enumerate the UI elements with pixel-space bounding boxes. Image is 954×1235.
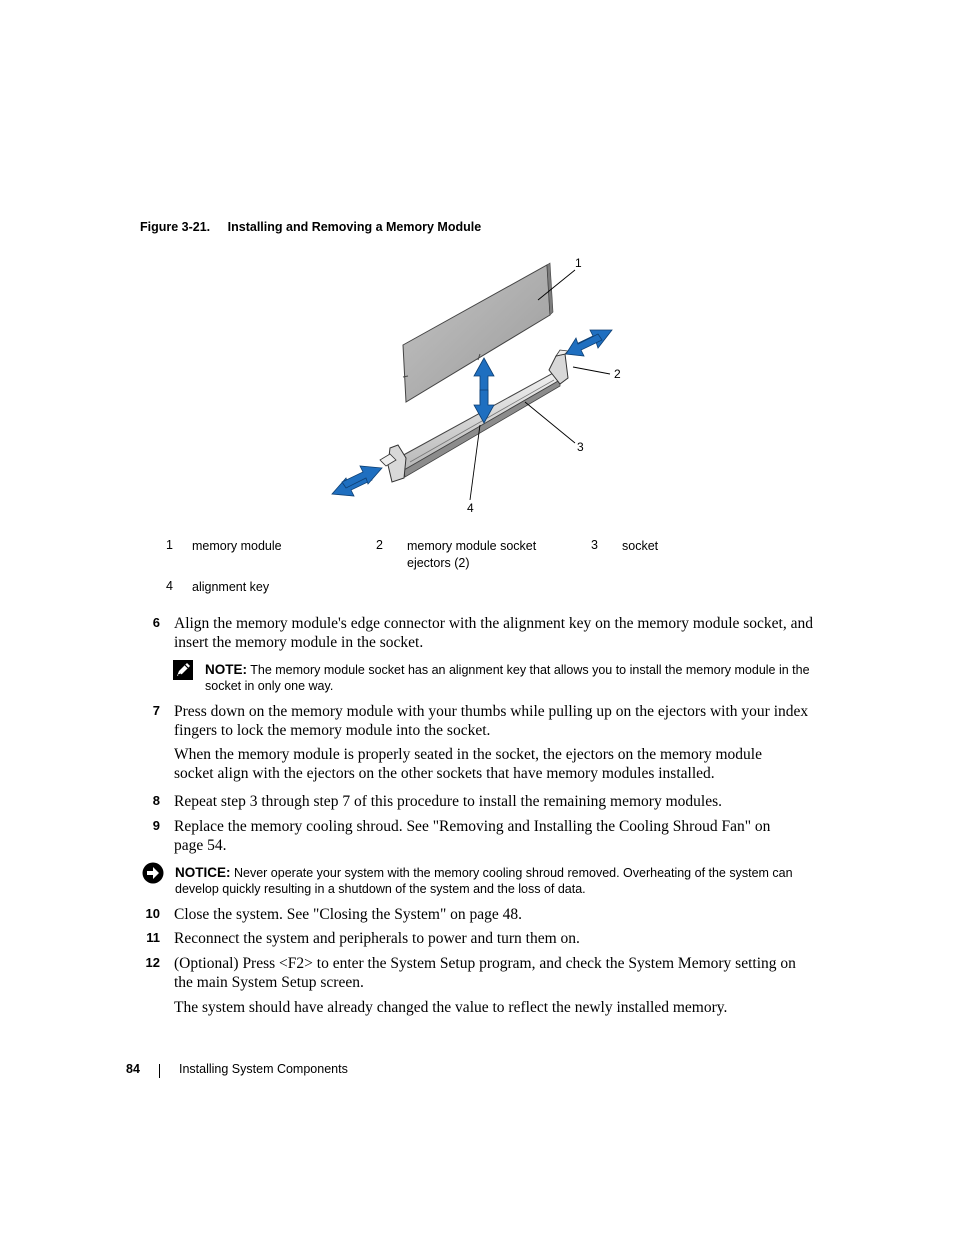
- figure-caption: [140, 220, 481, 234]
- step-9-line2: page 54.: [174, 837, 227, 854]
- legend-label-1: memory module: [192, 539, 282, 553]
- step-8-number: 8: [152, 793, 160, 808]
- legend-label-4: alignment key: [192, 580, 270, 594]
- step-9-line1: Replace the memory cooling shroud. See "Removing and Installing the Cooling Shroud Fan" on: [174, 818, 771, 835]
- step-7-para2-line1: When the memory module is properly seated in the socket, the ejectors on the memory module: [174, 746, 762, 763]
- legend-label-3: socket: [622, 539, 659, 553]
- step-12-para2: The system should have already changed the value to reflect the newly installed memory.: [174, 999, 728, 1016]
- step-7-line2: fingers to lock the memory module into the socket.: [174, 722, 491, 739]
- pencil-note-icon: [172, 659, 194, 681]
- memory-module-shape: [403, 263, 553, 402]
- step-7-line1: Press down on the memory module with your thumbs while pulling up on the ejectors with your index: [174, 703, 809, 720]
- step-7-number: 7: [152, 703, 160, 718]
- footer-separator: [159, 1064, 160, 1078]
- legend-num-2: 2: [376, 538, 383, 552]
- callout-1: 1: [575, 256, 582, 270]
- notice-block: [175, 864, 825, 882]
- legend-num-3: 3: [591, 538, 598, 552]
- callout-3: 3: [577, 440, 584, 454]
- note-line1: The memory module socket has an alignment key that allows you to install the memory module in the: [250, 663, 810, 677]
- legend-label-2a: memory module socket: [407, 539, 537, 553]
- step-9-number: 9: [152, 818, 160, 833]
- step-6-line2: insert the memory module in the socket.: [174, 634, 424, 651]
- legend-num-4: 4: [166, 579, 173, 593]
- step-8-line1: Repeat step 3 through step 7 of this procedure to install the remaining memory modules.: [174, 793, 722, 810]
- note-line2: socket in only one way.: [205, 679, 334, 693]
- callout-4: 4: [467, 501, 474, 515]
- step-6-line1: Align the memory module's edge connector with the alignment key on the memory module socket, and: [174, 615, 813, 632]
- step-10-line1: Close the system. See "Closing the System" on page 48.: [174, 906, 523, 923]
- figure-number: Figure 3-21.: [140, 220, 211, 234]
- legend-num-1: 1: [166, 538, 173, 552]
- notice-line2: develop quickly resulting in a shutdown of the system and the loss of data.: [175, 882, 586, 896]
- notice-arrow-icon: [142, 862, 164, 884]
- right-ejector-arrow: [566, 330, 612, 356]
- notice-line1: Never operate your system with the memory cooling shroud removed. Overheating of the system can: [233, 866, 793, 880]
- step-12-number: 12: [145, 955, 160, 970]
- step-6-number: 6: [152, 615, 160, 630]
- footer-section-title: Installing System Components: [179, 1062, 348, 1076]
- note-block: [205, 661, 825, 679]
- step-12-line1: (Optional) Press <F2> to enter the System Setup program, and check the System Memory setting on: [174, 955, 796, 972]
- callout-2: 2: [614, 367, 621, 381]
- step-11-number: 11: [146, 930, 160, 945]
- step-11-line1: Reconnect the system and peripherals to power and turn them on.: [174, 930, 580, 947]
- page-number: 84: [126, 1062, 140, 1076]
- notice-label: NOTICE:: [175, 865, 231, 880]
- legend-label-2b: ejectors (2): [407, 556, 470, 570]
- left-ejector-arrow: [332, 466, 382, 496]
- memory-module-figure: [320, 250, 640, 520]
- step-10-number: 10: [145, 906, 160, 921]
- note-label: NOTE:: [205, 662, 247, 677]
- figure-title: Installing and Removing a Memory Module: [227, 220, 482, 234]
- step-12-line2: the main System Setup screen.: [174, 974, 364, 991]
- left-ejector-shape: [380, 445, 406, 482]
- step-7-para2-line2: socket align with the ejectors on the other sockets that have memory modules installed.: [174, 765, 715, 782]
